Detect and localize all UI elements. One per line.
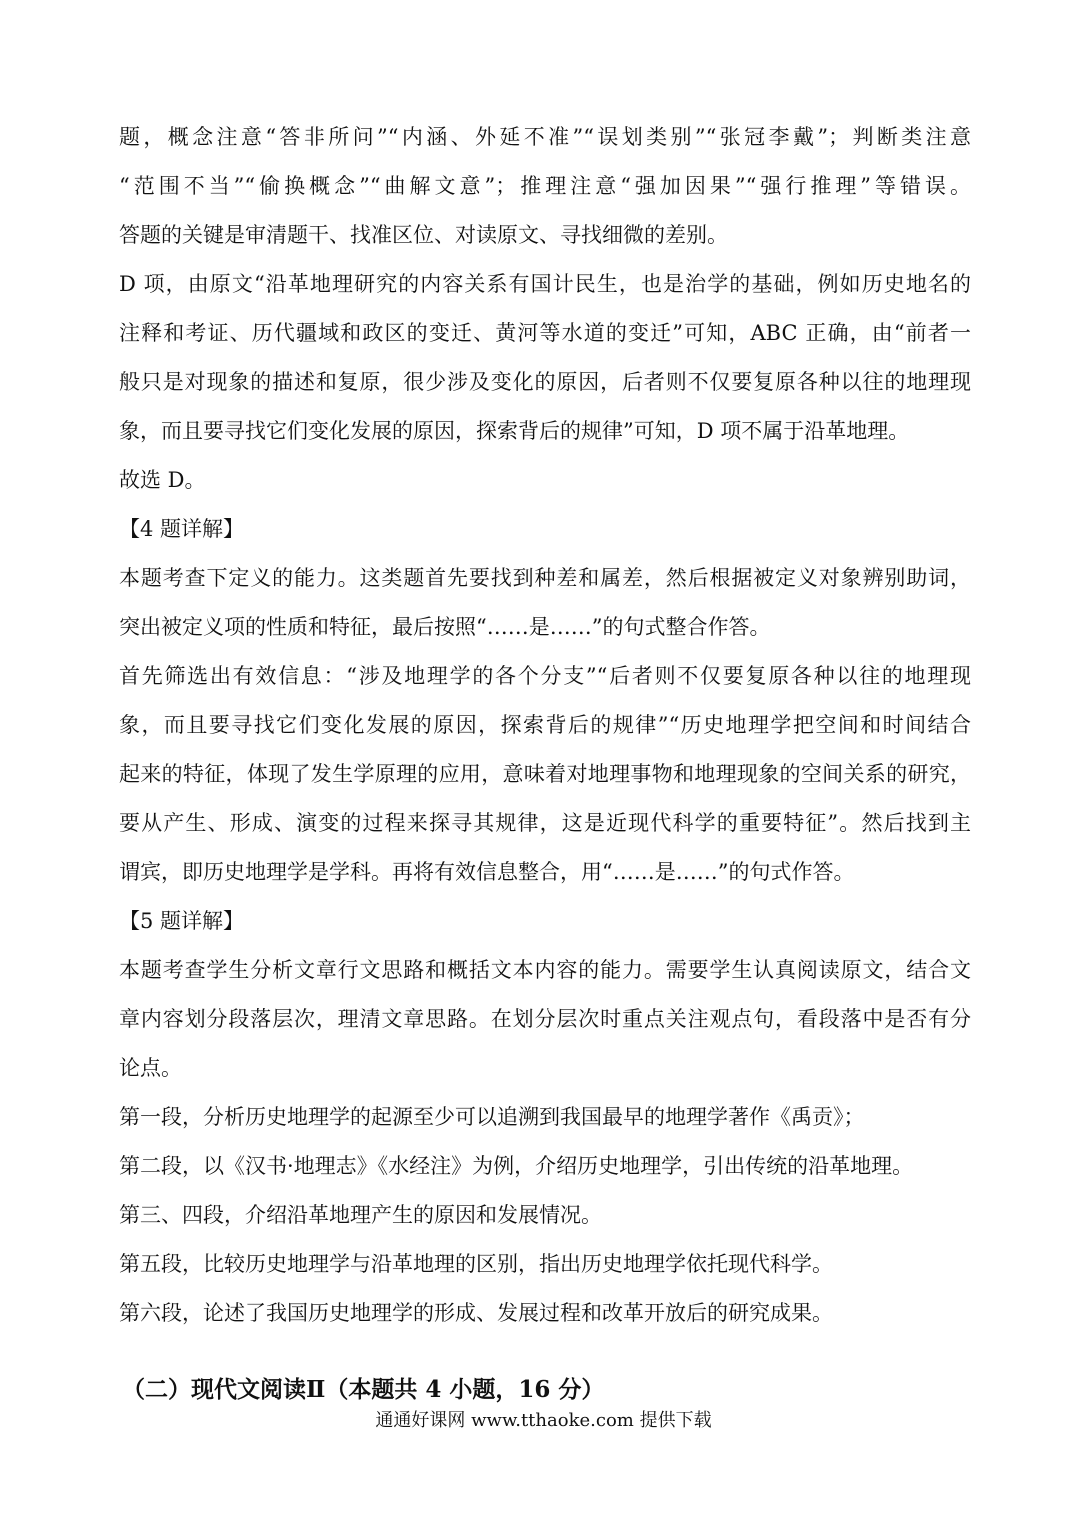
question-5-heading: 【5 题详解】	[119, 909, 245, 933]
text-line: 象，而且要寻找它们变化发展的原因，探索背后的规律”“历史地理学把空间和时间结合	[119, 713, 971, 737]
text-line: 要从产生、形成、演变的过程来探寻其规律，这是近现代科学的重要特征”。然后找到主	[119, 811, 971, 835]
text-line: 论点。	[119, 1056, 182, 1080]
text-line: 第六段，论述了我国历史地理学的形成、发展过程和改革开放后的研究成果。	[119, 1301, 833, 1325]
text-line: 故选 D。	[119, 468, 206, 492]
text-line: 题，概念注意“答非所问”“内涵、外延不准”“误划类别”“张冠李戴”；判断类注意	[119, 125, 971, 149]
text-line: 本题考查下定义的能力。这类题首先要找到种差和属差，然后根据被定义对象辨别助词，	[119, 566, 971, 590]
text-line: 首先筛选出有效信息：“涉及地理学的各个分支”“后者则不仅要复原各种以往的地理现	[119, 664, 971, 688]
text-line: 章内容划分段落层次，理清文章思路。在划分层次时重点关注观点句，看段落中是否有分	[119, 1007, 971, 1031]
text-line: 象，而且要寻找它们变化发展的原因，探索背后的规律”可知，D 项不属于沿革地理。	[119, 419, 910, 443]
text-line: 答题的关键是审清题干、找准区位、对读原文、寻找细微的差别。	[119, 223, 728, 247]
text-line: D 项，由原文“沿革地理研究的内容关系有国计民生，也是治学的基础，例如历史地名的	[119, 272, 971, 296]
text-line: 般只是对现象的描述和复原，很少涉及变化的原因，后者则不仅要复原各种以往的地理现	[119, 370, 971, 394]
text-line: 起来的特征，体现了发生学原理的应用，意味着对地理事物和地理现象的空间关系的研究，	[119, 762, 971, 786]
section-heading: （二）现代文阅读Ⅱ（本题共 4 小题，16 分）	[122, 1376, 605, 1403]
question-4-heading: 【4 题详解】	[119, 517, 245, 541]
text-line: “范围不当”“偷换概念”“曲解文意”；推理注意“强加因果”“强行推理”等错误。	[119, 174, 971, 198]
text-line: 本题考查学生分析文章行文思路和概括文本内容的能力。需要学生认真阅读原文，结合文	[119, 958, 971, 982]
text-line: 第二段，以《汉书·地理志》《水经注》为例，介绍历史地理学，引出传统的沿革地理。	[119, 1154, 914, 1178]
text-line: 谓宾，即历史地理学是学科。再将有效信息整合，用“……是……”的句式作答。	[119, 860, 855, 884]
text-line: 第五段，比较历史地理学与沿革地理的区别，指出历史地理学依托现代科学。	[119, 1252, 833, 1276]
text-line: 突出被定义项的性质和特征，最后按照“……是……”的句式整合作答。	[119, 615, 771, 639]
text-line: 第三、四段，介绍沿革地理产生的原因和发展情况。	[119, 1203, 602, 1227]
text-line: 注释和考证、历代疆域和政区的变迁、黄河等水道的变迁”可知，ABC 正确，由“前者一	[119, 321, 971, 345]
text-line: 第一段，分析历史地理学的起源至少可以追溯到我国最早的地理学著作《禹贡》；	[119, 1105, 865, 1129]
page-footer: 通通好课网 www.tthaoke.com 提供下载	[375, 1410, 712, 1431]
